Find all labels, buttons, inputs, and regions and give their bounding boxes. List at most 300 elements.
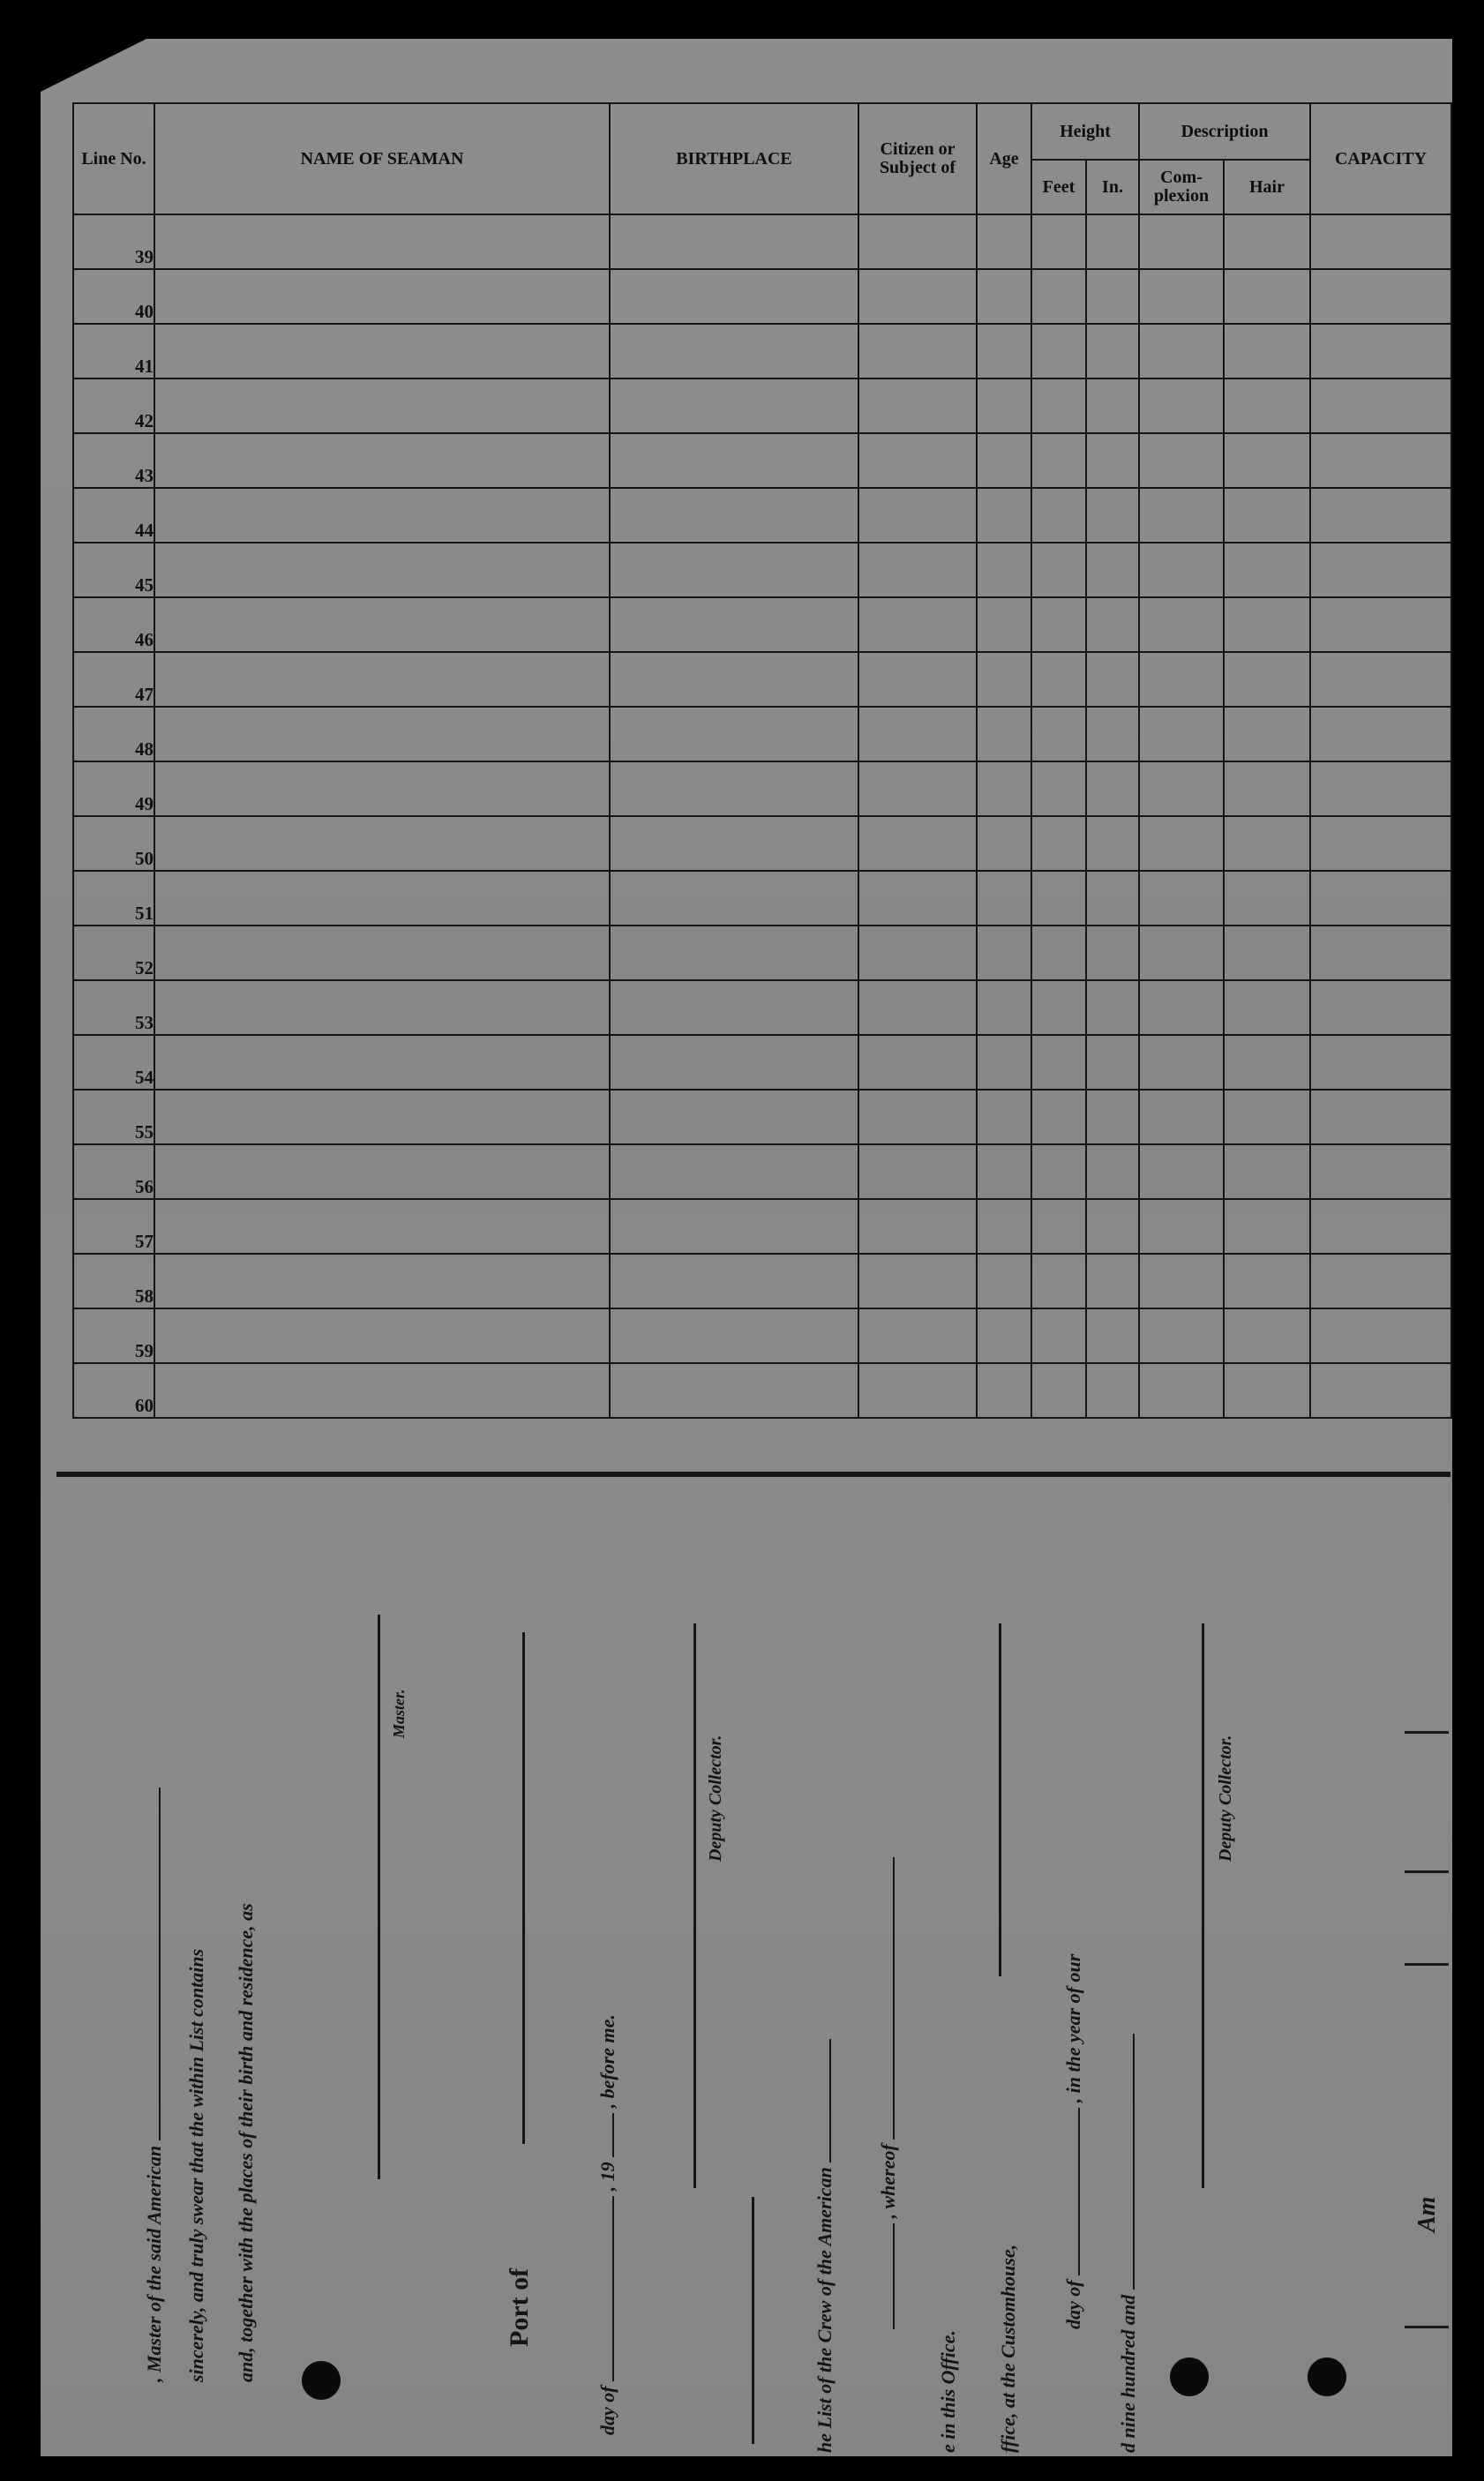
citizen-cell[interactable] <box>858 980 977 1035</box>
table-row <box>73 652 1451 707</box>
certificate-line-1 <box>810 2039 836 2453</box>
line-number: 58 <box>73 1254 154 1308</box>
hair-cell[interactable] <box>1224 597 1310 652</box>
table-row <box>73 980 1451 1035</box>
age-cell[interactable] <box>977 1363 1031 1418</box>
citizen-cell[interactable] <box>858 761 977 816</box>
birthplace-cell[interactable] <box>610 707 858 761</box>
name-cell[interactable] <box>154 1035 610 1090</box>
year-19-label: , 19 <box>596 2162 618 2192</box>
complexion-cell[interactable] <box>1139 707 1224 761</box>
age-cell[interactable] <box>977 1035 1031 1090</box>
complexion-cell[interactable] <box>1139 1090 1224 1144</box>
name-cell[interactable] <box>154 1308 610 1363</box>
age-cell[interactable] <box>977 761 1031 816</box>
citizen-cell[interactable] <box>858 433 977 488</box>
birthplace-cell[interactable] <box>610 1308 858 1363</box>
hair-cell[interactable] <box>1224 1254 1310 1308</box>
jurat-month-blank[interactable] <box>593 2196 614 2381</box>
capacity-cell[interactable] <box>1310 1035 1451 1090</box>
certificate-line-5 <box>1059 1954 1085 2329</box>
inches-cell[interactable] <box>1086 1254 1139 1308</box>
complexion-cell[interactable] <box>1139 652 1224 707</box>
name-cell[interactable] <box>154 761 610 816</box>
feet-cell[interactable] <box>1031 1308 1086 1363</box>
inches-cell[interactable] <box>1086 1308 1139 1363</box>
citizen-cell[interactable] <box>858 871 977 926</box>
feet-cell[interactable] <box>1031 980 1086 1035</box>
inches-cell[interactable] <box>1086 926 1139 980</box>
birthplace-cell[interactable] <box>610 269 858 324</box>
inches-cell[interactable] <box>1086 1144 1139 1199</box>
inches-cell[interactable] <box>1086 543 1139 597</box>
citizen-cell[interactable] <box>858 1363 977 1418</box>
col-line-no: Line No. <box>73 103 154 214</box>
name-cell[interactable] <box>154 433 610 488</box>
capacity-cell[interactable] <box>1310 926 1451 980</box>
feet-cell[interactable] <box>1031 269 1086 324</box>
col-description: Description <box>1139 103 1310 160</box>
hair-cell[interactable] <box>1224 1199 1310 1254</box>
edge-rule-1 <box>1405 1731 1449 1734</box>
edge-text-fragment: Am <box>1413 2196 1441 2232</box>
punch-hole-2 <box>1170 2357 1209 2396</box>
inches-cell[interactable] <box>1086 1199 1139 1254</box>
hair-cell[interactable] <box>1224 1308 1310 1363</box>
line-number: 45 <box>73 543 154 597</box>
certificate-line-3: e in this Office. <box>937 2330 959 2453</box>
whereof-text: , whereof <box>877 2144 899 2219</box>
name-cell[interactable] <box>154 543 610 597</box>
col-age: Age <box>977 103 1031 214</box>
age-cell[interactable] <box>977 433 1031 488</box>
inches-cell[interactable] <box>1086 379 1139 433</box>
inches-cell[interactable] <box>1086 269 1139 324</box>
master-signature-line[interactable] <box>378 1615 380 2179</box>
inches-cell[interactable] <box>1086 761 1139 816</box>
inches-cell[interactable] <box>1086 816 1139 871</box>
birthplace-cell[interactable] <box>610 1035 858 1090</box>
name-cell[interactable] <box>154 1199 610 1254</box>
birthplace-cell[interactable] <box>610 597 858 652</box>
deputy-signature-line-2[interactable] <box>1202 1623 1204 2188</box>
complexion-cell[interactable] <box>1139 1144 1224 1199</box>
age-cell[interactable] <box>977 1199 1031 1254</box>
certificate-line-6 <box>1113 2034 1140 2453</box>
name-cell[interactable] <box>154 980 610 1035</box>
birthplace-cell[interactable] <box>610 1090 858 1144</box>
capacity-cell[interactable] <box>1310 1090 1451 1144</box>
jurat-line <box>593 2014 619 2435</box>
feet-cell[interactable] <box>1031 652 1086 707</box>
punch-hole-1 <box>302 2361 341 2400</box>
day-of-label: day of <box>596 2386 618 2435</box>
complexion-cell[interactable] <box>1139 871 1224 926</box>
vessel-name-blank[interactable] <box>139 1788 161 2140</box>
birthplace-cell[interactable] <box>610 1363 858 1418</box>
col-capacity: CAPACITY <box>1310 103 1451 214</box>
capacity-cell[interactable] <box>1310 433 1451 488</box>
hair-cell[interactable] <box>1224 1363 1310 1418</box>
age-cell[interactable] <box>977 707 1031 761</box>
citizen-cell[interactable] <box>858 379 977 433</box>
birthplace-cell[interactable] <box>610 652 858 707</box>
inches-cell[interactable] <box>1086 980 1139 1035</box>
age-cell[interactable] <box>977 214 1031 269</box>
age-cell[interactable] <box>977 871 1031 926</box>
name-cell[interactable] <box>154 324 610 379</box>
day-of-label-2: day of <box>1062 2280 1084 2329</box>
name-cell[interactable] <box>154 1363 610 1418</box>
capacity-cell[interactable] <box>1310 597 1451 652</box>
name-cell[interactable] <box>154 1144 610 1199</box>
certificate-year-blank[interactable] <box>1113 2034 1135 2290</box>
line-number: 55 <box>73 1090 154 1144</box>
birthplace-cell[interactable] <box>610 1254 858 1308</box>
edge-rule-4 <box>1405 2326 1449 2328</box>
capacity-cell[interactable] <box>1310 269 1451 324</box>
feet-cell[interactable] <box>1031 871 1086 926</box>
complexion-cell[interactable] <box>1139 1363 1224 1418</box>
year-of-our-label: , in the year of our <box>1062 1953 1084 2103</box>
capacity-cell[interactable] <box>1310 324 1451 379</box>
inches-cell[interactable] <box>1086 1035 1139 1090</box>
hair-cell[interactable] <box>1224 379 1310 433</box>
col-complexion: Com-plexion <box>1139 160 1224 214</box>
separator-rule <box>752 2197 754 2444</box>
age-cell[interactable] <box>977 488 1031 543</box>
feet-cell[interactable] <box>1031 707 1086 761</box>
col-birthplace: BIRTHPLACE <box>610 103 858 214</box>
line-number: 39 <box>73 214 154 269</box>
complexion-cell[interactable] <box>1139 214 1224 269</box>
complexion-cell[interactable] <box>1139 926 1224 980</box>
line-number: 47 <box>73 652 154 707</box>
hair-cell[interactable] <box>1224 707 1310 761</box>
line-number: 43 <box>73 433 154 488</box>
hair-cell[interactable] <box>1224 269 1310 324</box>
line-number: 52 <box>73 926 154 980</box>
capacity-cell[interactable] <box>1310 214 1451 269</box>
name-cell[interactable] <box>154 871 610 926</box>
col-height-inches: In. <box>1086 160 1139 214</box>
nine-hundred-label: d nine hundred and <box>1117 2294 1139 2453</box>
oath-line-1 <box>139 1788 166 2382</box>
complexion-cell[interactable] <box>1139 488 1224 543</box>
line-number: 49 <box>73 761 154 816</box>
inches-cell[interactable] <box>1086 488 1139 543</box>
hair-cell[interactable] <box>1224 488 1310 543</box>
edge-rule-2 <box>1405 1870 1449 1873</box>
name-cell[interactable] <box>154 926 610 980</box>
list-of-crew-text: he List of the Crew of the American <box>813 2167 836 2453</box>
master-of-text: , Master of the said American <box>143 2145 165 2382</box>
age-cell[interactable] <box>977 652 1031 707</box>
table-row <box>73 433 1451 488</box>
name-cell[interactable] <box>154 652 610 707</box>
name-cell[interactable] <box>154 1090 610 1144</box>
crew-list-table <box>72 102 1452 1419</box>
capacity-cell[interactable] <box>1310 488 1451 543</box>
citizen-cell[interactable] <box>858 1035 977 1090</box>
folded-corner <box>41 39 146 92</box>
birthplace-cell[interactable] <box>610 214 858 269</box>
citizen-cell[interactable] <box>858 1144 977 1199</box>
line-number: 41 <box>73 324 154 379</box>
complexion-cell[interactable] <box>1139 324 1224 379</box>
hair-cell[interactable] <box>1224 433 1310 488</box>
inches-cell[interactable] <box>1086 1090 1139 1144</box>
age-cell[interactable] <box>977 816 1031 871</box>
birthplace-cell[interactable] <box>610 816 858 871</box>
birthplace-cell[interactable] <box>610 871 858 926</box>
hair-cell[interactable] <box>1224 324 1310 379</box>
table-row <box>73 816 1451 871</box>
line-number: 44 <box>73 488 154 543</box>
table-row <box>73 597 1451 652</box>
birthplace-cell[interactable] <box>610 980 858 1035</box>
feet-cell[interactable] <box>1031 1090 1086 1144</box>
feet-cell[interactable] <box>1031 926 1086 980</box>
inches-cell[interactable] <box>1086 433 1139 488</box>
feet-cell[interactable] <box>1031 324 1086 379</box>
feet-cell[interactable] <box>1031 597 1086 652</box>
col-height: Height <box>1031 103 1139 160</box>
name-cell[interactable] <box>154 1254 610 1308</box>
age-cell[interactable] <box>977 1090 1031 1144</box>
line-number: 60 <box>73 1363 154 1418</box>
capacity-cell[interactable] <box>1310 816 1451 871</box>
table-row <box>73 1363 1451 1418</box>
citizen-cell[interactable] <box>858 1090 977 1144</box>
before-me-label: , before me. <box>596 2014 618 2109</box>
capacity-cell[interactable] <box>1310 761 1451 816</box>
capacity-cell[interactable] <box>1310 1199 1451 1254</box>
hair-cell[interactable] <box>1224 871 1310 926</box>
col-hair: Hair <box>1224 160 1310 214</box>
capacity-cell[interactable] <box>1310 980 1451 1035</box>
oath-line-2: sincerely, and truly swear that the within List contains <box>185 1948 207 2382</box>
capacity-cell[interactable] <box>1310 652 1451 707</box>
name-cell[interactable] <box>154 707 610 761</box>
feet-cell[interactable] <box>1031 1144 1086 1199</box>
hair-cell[interactable] <box>1224 1035 1310 1090</box>
deputy-collector-label-2: Deputy Collector. <box>1216 1735 1235 1862</box>
complexion-cell[interactable] <box>1139 379 1224 433</box>
capacity-cell[interactable] <box>1310 707 1451 761</box>
port-name-line[interactable] <box>522 1632 525 2144</box>
complexion-cell[interactable] <box>1139 269 1224 324</box>
inches-cell[interactable] <box>1086 1363 1139 1418</box>
hair-cell[interactable] <box>1224 761 1310 816</box>
table-row <box>73 1308 1451 1363</box>
jurat-year-blank[interactable] <box>593 2113 614 2157</box>
capacity-cell[interactable] <box>1310 1254 1451 1308</box>
age-cell[interactable] <box>977 1144 1031 1199</box>
citizen-cell[interactable] <box>858 1199 977 1254</box>
line-number: 42 <box>73 379 154 433</box>
line-number: 56 <box>73 1144 154 1199</box>
birthplace-cell[interactable] <box>610 926 858 980</box>
citizen-cell[interactable] <box>858 543 977 597</box>
table-row <box>73 926 1451 980</box>
age-cell[interactable] <box>977 597 1031 652</box>
birthplace-cell[interactable] <box>610 1144 858 1199</box>
line-number: 50 <box>73 816 154 871</box>
name-cell[interactable] <box>154 597 610 652</box>
hair-cell[interactable] <box>1224 816 1310 871</box>
hair-cell[interactable] <box>1224 652 1310 707</box>
inches-cell[interactable] <box>1086 707 1139 761</box>
citizen-cell[interactable] <box>858 324 977 379</box>
complexion-cell[interactable] <box>1139 1035 1224 1090</box>
inches-cell[interactable] <box>1086 871 1139 926</box>
name-cell[interactable] <box>154 269 610 324</box>
birthplace-cell[interactable] <box>610 1199 858 1254</box>
age-cell[interactable] <box>977 980 1031 1035</box>
complexion-cell[interactable] <box>1139 761 1224 816</box>
line-number: 46 <box>73 597 154 652</box>
capacity-cell[interactable] <box>1310 1308 1451 1363</box>
table-bottom-rule <box>56 1472 1450 1477</box>
vessel-type-blank[interactable] <box>810 2039 831 2162</box>
table-row <box>73 488 1451 543</box>
name-cell[interactable] <box>154 816 610 871</box>
certificate-line-2 <box>873 1857 900 2329</box>
birthplace-cell[interactable] <box>610 488 858 543</box>
age-cell[interactable] <box>977 1308 1031 1363</box>
table-row <box>73 707 1451 761</box>
table-row <box>73 324 1451 379</box>
feet-cell[interactable] <box>1031 488 1086 543</box>
complexion-cell[interactable] <box>1139 543 1224 597</box>
citizen-cell[interactable] <box>858 652 977 707</box>
table-row <box>73 871 1451 926</box>
deputy-signature-line-1[interactable] <box>693 1623 696 2188</box>
col-name-of-seaman: NAME OF SEAMAN <box>154 103 610 214</box>
inches-cell[interactable] <box>1086 324 1139 379</box>
age-cell[interactable] <box>977 269 1031 324</box>
citizen-cell[interactable] <box>858 269 977 324</box>
age-cell[interactable] <box>977 324 1031 379</box>
complexion-cell[interactable] <box>1139 1254 1224 1308</box>
feet-cell[interactable] <box>1031 761 1086 816</box>
capacity-cell[interactable] <box>1310 379 1451 433</box>
birthplace-cell[interactable] <box>610 433 858 488</box>
table-row <box>73 761 1451 816</box>
complexion-cell[interactable] <box>1139 597 1224 652</box>
birthplace-cell[interactable] <box>610 324 858 379</box>
capacity-cell[interactable] <box>1310 1363 1451 1418</box>
edge-rule-3 <box>1405 1963 1449 1966</box>
line-number: 51 <box>73 871 154 926</box>
line-number: 48 <box>73 707 154 761</box>
feet-cell[interactable] <box>1031 379 1086 433</box>
hair-cell[interactable] <box>1224 1144 1310 1199</box>
deputy-collector-label-1: Deputy Collector. <box>706 1735 725 1862</box>
name-cell[interactable] <box>154 214 610 269</box>
complexion-cell[interactable] <box>1139 980 1224 1035</box>
hair-cell[interactable] <box>1224 926 1310 980</box>
line-number: 54 <box>73 1035 154 1090</box>
table-row <box>73 1254 1451 1308</box>
feet-cell[interactable] <box>1031 1035 1086 1090</box>
punch-hole-3 <box>1308 2357 1346 2396</box>
citizen-cell[interactable] <box>858 816 977 871</box>
line-number: 59 <box>73 1308 154 1363</box>
col-citizen-or-subject: Citizen or Subject of <box>858 103 977 214</box>
birthplace-cell[interactable] <box>610 379 858 433</box>
table-row <box>73 214 1451 269</box>
whereof-master-blank[interactable] <box>873 1857 895 2140</box>
capacity-cell[interactable] <box>1310 543 1451 597</box>
age-cell[interactable] <box>977 926 1031 980</box>
line-number: 53 <box>73 980 154 1035</box>
age-cell[interactable] <box>977 379 1031 433</box>
feet-cell[interactable] <box>1031 214 1086 269</box>
table-row <box>73 1035 1451 1090</box>
complexion-cell[interactable] <box>1139 816 1224 871</box>
office-blank-line[interactable] <box>999 1623 1001 1976</box>
line-number: 57 <box>73 1199 154 1254</box>
line-number: 40 <box>73 269 154 324</box>
feet-cell[interactable] <box>1031 1199 1086 1254</box>
feet-cell[interactable] <box>1031 1363 1086 1418</box>
citizen-cell[interactable] <box>858 488 977 543</box>
citizen-cell[interactable] <box>858 1308 977 1363</box>
col-height-feet: Feet <box>1031 160 1086 214</box>
hair-cell[interactable] <box>1224 980 1310 1035</box>
table-row <box>73 1199 1451 1254</box>
complexion-cell[interactable] <box>1139 1199 1224 1254</box>
hair-cell[interactable] <box>1224 214 1310 269</box>
table-row <box>73 379 1451 433</box>
citizen-cell[interactable] <box>858 597 977 652</box>
complexion-cell[interactable] <box>1139 433 1224 488</box>
citizen-cell[interactable] <box>858 707 977 761</box>
name-cell[interactable] <box>154 488 610 543</box>
birthplace-cell[interactable] <box>610 761 858 816</box>
feet-cell[interactable] <box>1031 1254 1086 1308</box>
age-cell[interactable] <box>977 1254 1031 1308</box>
feet-cell[interactable] <box>1031 816 1086 871</box>
hair-cell[interactable] <box>1224 543 1310 597</box>
citizen-cell[interactable] <box>858 1254 977 1308</box>
certificate-month-blank[interactable] <box>1059 2108 1080 2275</box>
name-cell[interactable] <box>154 379 610 433</box>
citizen-cell[interactable] <box>858 214 977 269</box>
inches-cell[interactable] <box>1086 652 1139 707</box>
citizen-cell[interactable] <box>858 926 977 980</box>
birthplace-cell[interactable] <box>610 543 858 597</box>
port-of-label: Port of <box>505 2267 534 2347</box>
table-row <box>73 269 1451 324</box>
master-label: Master. <box>390 1689 408 1738</box>
age-cell[interactable] <box>977 543 1031 597</box>
feet-cell[interactable] <box>1031 543 1086 597</box>
vessel-blank[interactable] <box>873 2223 895 2329</box>
capacity-cell[interactable] <box>1310 1144 1451 1199</box>
inches-cell[interactable] <box>1086 597 1139 652</box>
table-row <box>73 1144 1451 1199</box>
feet-cell[interactable] <box>1031 433 1086 488</box>
table-row <box>73 543 1451 597</box>
complexion-cell[interactable] <box>1139 1308 1224 1363</box>
certificate-line-4: ffice, at the Customhouse, <box>997 2244 1019 2453</box>
capacity-cell[interactable] <box>1310 871 1451 926</box>
hair-cell[interactable] <box>1224 1090 1310 1144</box>
inches-cell[interactable] <box>1086 214 1139 269</box>
